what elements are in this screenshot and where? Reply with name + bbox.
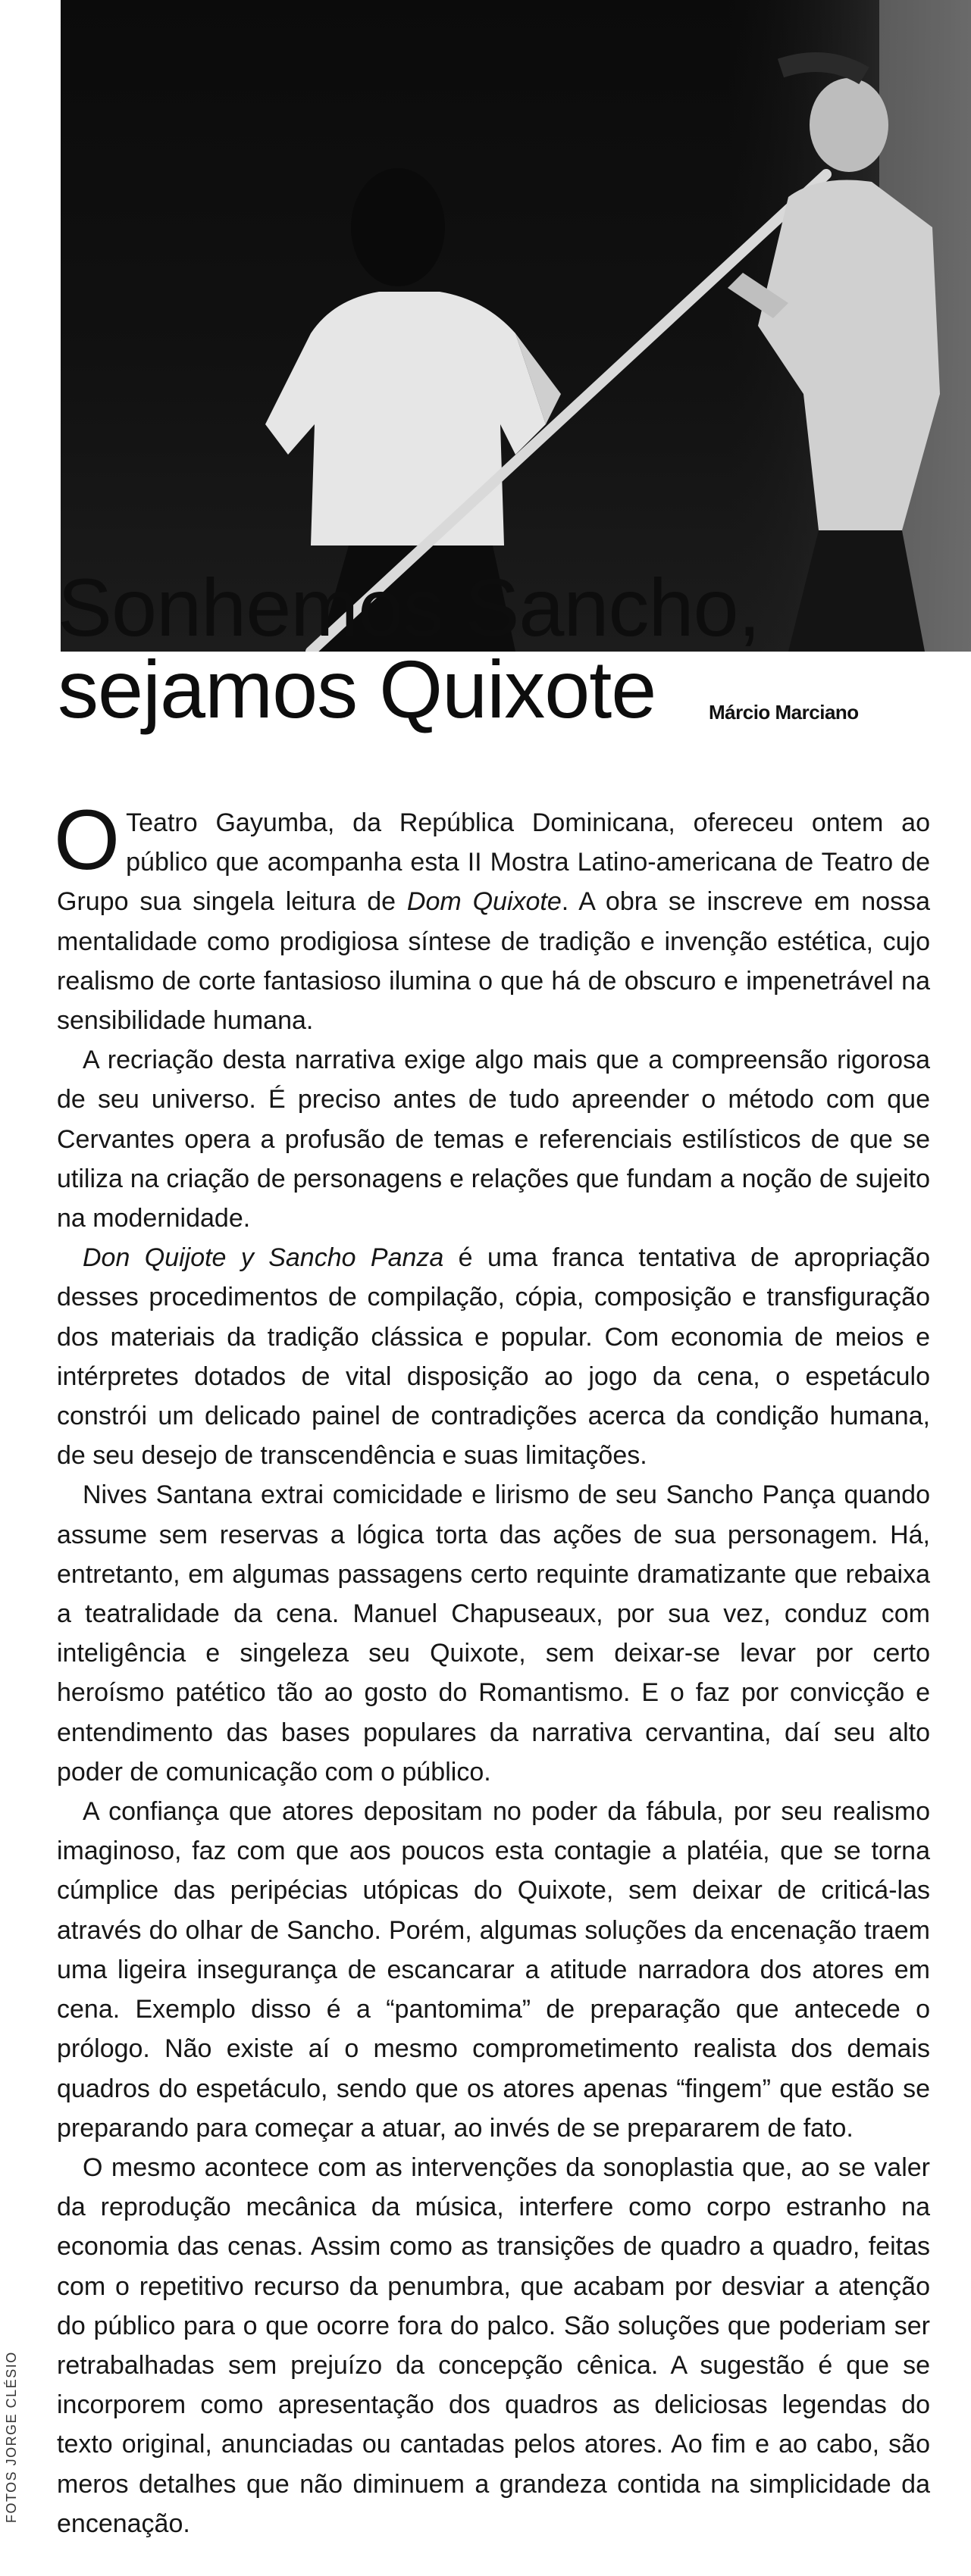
paragraph-1-text-b: . A obra se inscreve em nossa mentalidade como prodigiosa síntese de tradição e invenção estética, cujo realismo de corte fantasioso ilumina o que há de obscuro e impenetrável na sensibilidade humana.	[57, 887, 931, 1036]
article-body	[54, 792, 931, 2543]
paragraph-3-italic: Don Quijote y Sancho Panza	[83, 1243, 444, 1273]
paragraph-1-italic: Dom Quixote	[406, 887, 562, 917]
article-title	[58, 561, 760, 735]
paragraph-5: A confiança que atores depositam no poder da fábula, por seu realismo imaginoso, faz com que aos poucos esta contagie a platéia, que se torna cúmplice das peripécias utópicas do Quixote, sem deixar de criticá-las através do olhar de Sancho. Porém, algumas soluções da encenação traem uma ligeira insegurança de escancarar a atitude narradora dos atores em cena. Exemplo disso é a “pantomima” de preparação que antecede o prólogo. Não existe aí o mesmo comprometimento realista dos demais quadros do espetáculo, sendo que os atores apenas “fingem” que estão se preparando para começar a atuar, ao invés de se prepararem de fato.	[57, 1797, 930, 2143]
photo-credit: FOTOS JORGE CLÉSIO	[4, 2351, 19, 2523]
title-line-1: Sonhemos Sancho,	[58, 561, 760, 653]
stage-photo	[61, 0, 971, 652]
paragraph-2: A recriação desta narrativa exige algo mais que a compreensão rigorosa de seu universo. É preciso antes de tudo apreender o método com que Cervantes opera a profusão de temas e referenciais estilísticos de que se utiliza na criação de personagens e relações que fundam a noção de sujeito na modernidade.	[57, 1046, 930, 1233]
stage-photo-illustration	[61, 0, 971, 652]
paragraph-1	[54, 792, 931, 1040]
paragraph-6: O mesmo acontece com as intervenções da sonoplastia que, ao se valer da reprodução mecânica da música, interfere como corpo estranho na economia das cenas. Assim como as transições de quadro a quadro, feitas com o repetitivo recurso da penumbra, que acabam por desviar a atenção do público para o que ocorre fora do palco. São soluções que poderiam ser retrabalhadas sem prejuízo da concepção cênica. A sugestão é que se incorporem como apresentação dos quadros as deliciosas legendas do texto original, anunciadas ou cantadas pelos atores. Ao fim e ao cabo, são meros detalhes que não diminuem a grandeza contida na simplicidade da encenação.	[57, 2152, 930, 2538]
paragraph-1-text-a: Teatro Gayumba, da República Dominicana, ofereceu ontem ao público que acompanha esta II Mostra Latino-americana de Teatro de Grupo sua singela leitura de	[57, 808, 930, 917]
title-line-2: sejamos Quixote	[58, 643, 656, 735]
paragraph-3	[57, 1238, 930, 1475]
author-byline: Márcio Marciano	[709, 701, 859, 724]
paragraph-3-text: é uma franca tentativa de apropriação desses procedimentos de compilação, cópia, composição e transfiguração dos materiais da tradição clássica e popular. Com economia de meios e intérpretes dotados de vital disposição ao jogo da cena, o espetáculo constrói um delicado painel de contradições acerca da condição humana, de seu desejo de transcendência e suas limitações.	[57, 1243, 930, 1471]
paragraph-4: Nives Santana extrai comicidade e lirismo de seu Sancho Pança quando assume sem reservas a lógica torta das ações de sua personagem. Há, entretanto, em algumas passagens certo requinte dramatizante que rebaixa a teatralidade da cena. Manuel Chapuseaux, por sua vez, conduz com inteligência e singeleza seu Quixote, sem deixar-se levar por certo heroísmo patético tão ao gosto do Romantismo. E o faz por convicção e entendimento das bases populares da narrativa cervantina, daí seu alto poder de comunicação com o público.	[57, 1480, 930, 1787]
drop-cap: O	[54, 792, 121, 887]
